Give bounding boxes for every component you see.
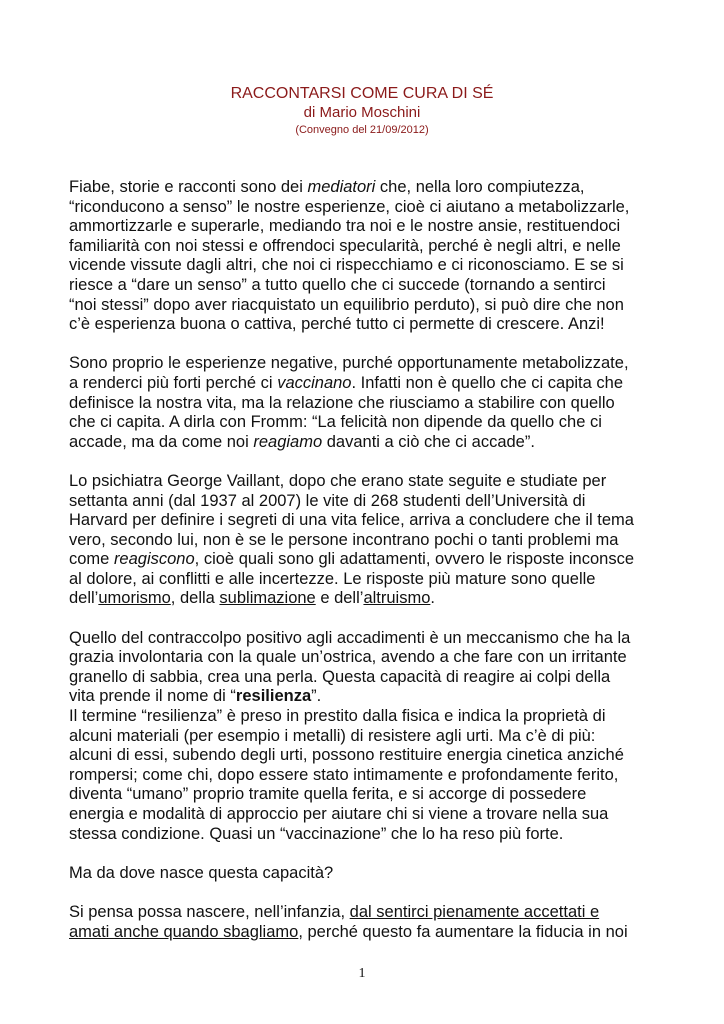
text-line: vicende vissute dagli altri, che noi ci rispecchiamo e ci riconosciamo. E se si [69,256,624,275]
text-run: davanti a ciò che ci accade”. [322,432,535,451]
text-run: , cioè quali sono gli adattamenti, ovvero le risposte inconsce [194,550,635,569]
text-line: diventa “umano” proprio tramite quella ferita, e si accorge di possedere [69,785,587,804]
text-run: . Infatti non è quello che ci capita che [351,373,624,392]
text-run: vita prende il nome di “ [69,687,236,706]
text-line: settanta anni (dal 1937 al 2007) le vite di 268 studenti dell’Università di [69,491,586,510]
document-date: (Convegno del 21/09/2012) [295,124,429,136]
paragraph-4 [69,629,659,707]
text-line: c’è esperienza buona o cattiva, perché tutto ci permette di crescere. Anzi! [69,315,605,334]
text-line [69,550,659,570]
text-line: alcuni materiali (per esempio i metalli) di resistere agli urti. Ma c’è di più: [69,726,596,745]
text-line [69,923,659,943]
text-line [69,903,659,923]
text-line: alcuni di essi, subendo degli urti, possono restituire energia cinetica anziché [69,746,624,765]
underlined-term: dal sentirci pienamente accettati e [349,902,600,921]
text-run: e dell’ [315,589,364,608]
text-run: a renderci più forti perché ci [69,373,278,392]
page-number: 1 [358,966,366,981]
text-line: al dolore, ai conflitti e alle incertezze. Le risposte più mature sono quelle [69,569,596,588]
text-line: vero, secondo lui, non è se le persone incontrano pochi o tanti problemi ma [69,530,619,549]
underlined-term: sublimazione [219,589,316,608]
text-run: come [69,550,114,569]
text-run: che, nella loro compiutezza, [375,178,585,196]
document-header [0,84,724,137]
text-line [69,433,659,453]
text-run: accade, ma da come noi [69,432,254,451]
text-line: rompersi; come chi, dopo essere stato intimamente e profondamente ferito, [69,765,619,784]
paragraph-6 [69,864,659,884]
text-run: , perché questo fa aumentare la fiducia in noi [298,922,628,941]
italic-term: reagiamo [253,432,323,451]
italic-term: vaccinano [277,373,352,392]
paragraph-7 [69,903,659,942]
underlined-term: altruismo [363,589,431,608]
text-line [69,589,659,609]
paragraph-3 [69,472,659,609]
text-line: familiarità con noi stessi e offrendoci specularità, perché è negli altri, e nelle [69,236,621,255]
text-line: “noi stessi” dopo aver riacquistato un equilibrio perduto), si può dire che non [69,295,624,314]
paragraph-5 [69,707,659,844]
text-run: Fiabe, storie e racconti sono dei [69,178,308,196]
text-run: . [430,589,435,608]
text-line [69,374,659,394]
text-line [69,687,659,707]
text-line: che ci capita. A dirla con Fromm: “La felicità non dipende da quello che ci [69,413,602,432]
text-line: Sono proprio le esperienze negative, purché opportunamente metabolizzate, [69,354,629,373]
paragraph-2 [69,354,659,452]
underlined-term: amati anche quando sbagliamo [69,922,299,941]
text-line [69,178,659,198]
text-line: energia e modalità di approccio per aiutare chi si viene a trovare nella sua [69,805,609,823]
text-line: grazia involontaria con la quale un’ostrica, avendo a che fare con un irritante [69,648,627,667]
paragraph-1 [69,178,659,335]
bold-term: resilienza [235,687,312,706]
text-line: ammortizzarle e superarle, mediando tra noi e le nostre ansie, restituendoci [69,217,621,236]
text-line: granello di sabbia, crea una perla. Questa capacità di reagire ai colpi della [69,667,611,686]
text-line: Quello del contraccolpo positivo agli accadimenti è un meccanismo che ha la [69,628,631,647]
text-run: Si pensa possa nascere, nell’infanzia, [69,902,350,921]
document-title: RACCONTARSI COME CURA DI SÉ [230,85,494,102]
text-line: “riconducono a senso” le nostre esperienze, cioè ci aiutano a metabolizzarle, [69,197,630,216]
text-line: Harvard per definire i segreti di una vita felice, arriva a concludere che il tema [69,511,634,530]
text-run: ”. [311,687,322,706]
document-author: di Mario Moschini [303,104,421,121]
text-run: dell’ [69,589,99,608]
underlined-term: umorismo [98,589,171,608]
italic-term: reagiscono [113,550,195,569]
text-line: Ma da dove nasce questa capacità? [69,863,334,882]
text-line: riesce a “dare un senso” a tutto quello che ci succede (tornando a sentirci [69,275,606,294]
text-line: definisce la nostra vita, ma la relazione che riusciamo a stabilire con quello [69,393,615,412]
text-line: stessa condizione. Quasi un “vaccinazione” che lo ha reso più forte. [69,824,564,843]
text-line: Il termine “resilienza” è preso in prestito dalla fisica e indica la proprietà di [69,707,606,726]
italic-term: mediatori [307,178,376,196]
document-body [69,178,659,962]
text-line: Lo psichiatra George Vaillant, dopo che erano state seguite e studiate per [69,471,607,490]
text-run: , della [170,589,220,608]
